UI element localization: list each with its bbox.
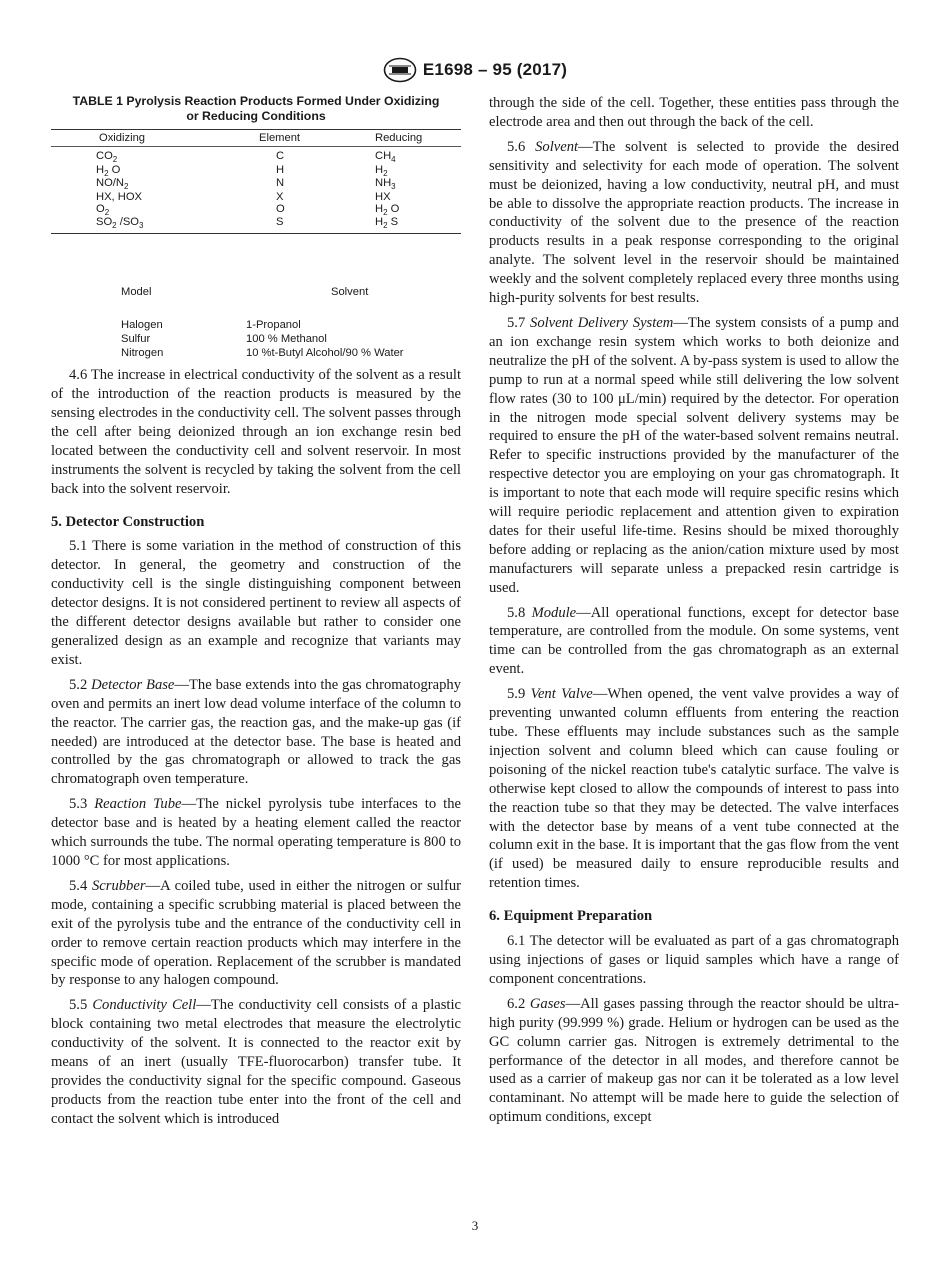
table-cell: $H_2$ O <box>96 163 121 178</box>
table-cell: $H_2$ O <box>375 203 400 218</box>
table2-header-solvent: Solvent <box>331 285 369 298</box>
document-id: E1698 – 95 (2017) <box>422 60 568 79</box>
table-row <box>51 333 461 347</box>
paragraph-5-2: 5.2 Detector Base—The base extends into the gas chromatography oven and permits an inert low dead volume interface of the column to the reactor. The carrier gas, the reaction gas, and the make-up gas (if needed) are introduced at the detector base. The base is heated and controlled by the gas chromatograph or allowed to track the gas chromatograph oven temperature. <box>51 676 462 788</box>
table-cell: 10 %t-Butyl Alcohol/90 % Water <box>246 346 404 359</box>
paragraph-5-6: 5.6 Solvent—The solvent is selected to provide the desired sensitivity and selectivity for each mode of operation. The solvent must be deionized, having a low conductivity, neutral pH, and must be able to dissolve the appropriate reaction products. The increase in conductivity of the solvent due to the presence of the reaction products results in a peak response corresponding to the original analyte. The solvent level in the reservoir should be maintained weekly and the solvent completely replaced every three months using high-purity solvents for best results. <box>489 138 899 307</box>
table-cell: Halogen <box>121 319 163 332</box>
table-row <box>51 319 461 333</box>
table-row <box>51 216 461 233</box>
table1-header-oxidizing: Oxidizing <box>51 130 249 147</box>
table-cell: $H_2$ <box>375 163 388 178</box>
table2-header-row <box>51 286 461 320</box>
right-column <box>489 94 899 1133</box>
table-row <box>51 191 461 203</box>
term-vent-valve: Vent Valve <box>530 686 593 703</box>
page-header <box>0 57 950 88</box>
table-cell: HX <box>375 190 391 203</box>
paragraph-5-4: 5.4 Scrubber—A coiled tube, used in either the nitrogen or sulfur mode, containing a specific scrubbing material is placed between the exit of the pyrolysis tube and the entrance of the conductivity cell in order to remove certain reaction products which may interfere in the specific mode of operation. Replacement of the scrubber is mandated by response to any halogen compound. <box>51 877 461 989</box>
paragraph-5-3: 5.3 Reaction Tube—The nickel pyrolysis tube interfaces to the detector base and is heated by a heating element called the reactor which surrounds the tube. The normal operating temperature is 800 to 1000 °C for most applications. <box>51 796 461 869</box>
table-row <box>51 203 461 216</box>
paragraph-5-8: 5.8 Module—All operational functions, except for detector base temperature, are controlled from the module. On some systems, vent time can be controlled from the gas chromatograph as an external event. <box>489 604 899 678</box>
table-cell: 1-Propanol <box>246 319 301 332</box>
table2 <box>51 286 461 360</box>
left-column <box>51 94 461 1135</box>
table-row <box>51 164 461 177</box>
section-heading-5: 5. Detector Construction <box>51 513 205 530</box>
table-row <box>51 147 461 164</box>
table-cell: N <box>276 177 285 190</box>
table-cell: 100 % Methanol <box>246 333 327 346</box>
paragraph-4-6: 4.6 The increase in electrical conductivity of the solvent as a result of the introduction of the reaction products is measured by the sensing electrodes in the conductivity cell. The solvent passes through the cell after being deionized through an ion exchange resin bed located between the conductivity cell and solvent reservoir. In most instruments the solvent is recycled by taking the solvent from the cell back into the solvent reservoir. <box>51 367 461 497</box>
table1-header-row <box>51 130 461 147</box>
table1 <box>51 129 461 234</box>
term-gases: Gases <box>529 995 566 1012</box>
astm-logo-icon <box>383 57 417 83</box>
table-cell: $SO_2$ $/SO_3$ <box>51 216 249 233</box>
paragraph-5-7: 5.7 Solvent Delivery System—The system consists of a pump and an ion exchange resin system which works to both deionize and neutralize the pH of the solvent. A by-pass system is used to allow the pump to run at a normal speed while still delivering the low solvent flow rates (30 to 100 μL/min) required by the detector. For operation in the nitrogen mode special solvent delivery systems may be required to ensure the pH of the water-based solvent remains neutral. Refer to specific instructions provided by the manufacturer of the respective detector you are employing on your gas chromatograph. It is important to note that each mode will require specific resins which will require periodic replacement and attention given to expiration dates for their useful life-time. Resins should be mixed thoroughly before adding or replacing as the anion/cation mixture used by most manufacturers will separate unless a prepacked resin cartridge is used. <box>489 314 899 596</box>
term-reaction-tube: Reaction Tube <box>94 796 182 813</box>
paragraph-5-9: 5.9 Vent Valve—When opened, the vent valve provides a way of preventing unwanted column effluents from entering the reaction tube. These effluents may include substances such as the sample injection solvent and column bleed which can cause fouling or poisoning of the nickel reaction tube's catalytic surface. The valve is otherwise kept closed to allow the compounds of interest to pass into the reaction tube so that they may be detected. The valve interfaces with the detector base by means of a vent tube connected at the column exit in the base. It is important that the gas flow from the vent (if used) be measured daily to ensure reproducible results and retention times. <box>489 686 899 892</box>
table-cell: Sulfur <box>121 333 151 346</box>
page-number: 3 <box>471 1218 479 1233</box>
table-cell: $CO_2$ <box>96 150 118 165</box>
table-cell: $NH_3$ <box>375 177 396 192</box>
table-cell: Nitrogen <box>121 346 164 359</box>
term-solvent: Solvent <box>535 138 579 155</box>
paragraph-6-2: 6.2 Gases—All gases passing through the reactor should be ultra-high purity (99.999 %) grade. Helium or hydrogen can be used as the GC column carrier gas. Nitrogen is extremely detrimental to the performance of the detector in all modes, and therefore cannot be used as a carrier of makeup gas nor can it be tolerated as a low level contaminant. No attempt will be made here to guide the selection of optimum conditions, except <box>489 995 899 1126</box>
table-cell: $O_2$ <box>96 203 110 218</box>
paragraph-5-5: 5.5 Conductivity Cell—The conductivity cell consists of a plastic block containing two metal electrodes that measure the electrolytic conductivity of the solvent. It is connected to the reactor exit by means of an inert (usually TFE-fluorocarbon) transfer tube. It provides the conductivity signal for the specific compound. Gaseous products from the reaction tube enter into the front of the cell and contact the solvent which is introduced <box>51 997 461 1127</box>
table-cell: $H_2$ S <box>371 216 461 233</box>
table1-caption: TABLE 1 Pyrolysis Reaction Products Formed Under Oxidizing or Reducing Conditions <box>72 94 440 123</box>
term-scrubber: Scrubber <box>92 877 146 894</box>
paragraph-6-1: 6.1 The detector will be evaluated as part of a gas chromatograph using injections of gases or liquid samples which have a range of component concentrations. <box>489 933 899 987</box>
table-cell: X <box>276 190 284 203</box>
table-row <box>51 347 461 361</box>
table-cell: $NO/N_2$ <box>96 177 129 192</box>
term-module: Module <box>531 604 577 621</box>
table-cell: HX, HOX <box>96 190 143 203</box>
paragraph-5-1: 5.1 There is some variation in the method of construction of this detector. In general, the geometry and construction of the conductivity cell is the single distinguishing component between detector designs. It is not considered pertinent to review all aspects of the different detector designs available but rather to consider one generalized design as an example and recognize that variants may exist. <box>51 538 461 668</box>
table-cell: C <box>276 150 285 163</box>
table-cell: S <box>249 216 371 233</box>
table2-header-model: Model <box>121 285 152 298</box>
table-cell: O <box>276 203 285 216</box>
paragraph-5-5-continued: through the side of the cell. Together, these entities pass through the electrode area and then out through the back of the cell. <box>489 95 899 130</box>
section-heading-6: 6. Equipment Preparation <box>489 908 653 925</box>
table-cell: H <box>276 163 285 176</box>
table1-header-reducing: Reducing <box>371 130 461 147</box>
term-detector-base: Detector Base <box>91 676 175 693</box>
table-cell: $CH_4$ <box>375 150 396 165</box>
term-solvent-delivery-system: Solvent Delivery System <box>530 314 674 331</box>
term-conductivity-cell: Conductivity Cell <box>92 997 197 1014</box>
table1-header-element: Element <box>249 130 371 147</box>
table-row <box>51 177 461 190</box>
